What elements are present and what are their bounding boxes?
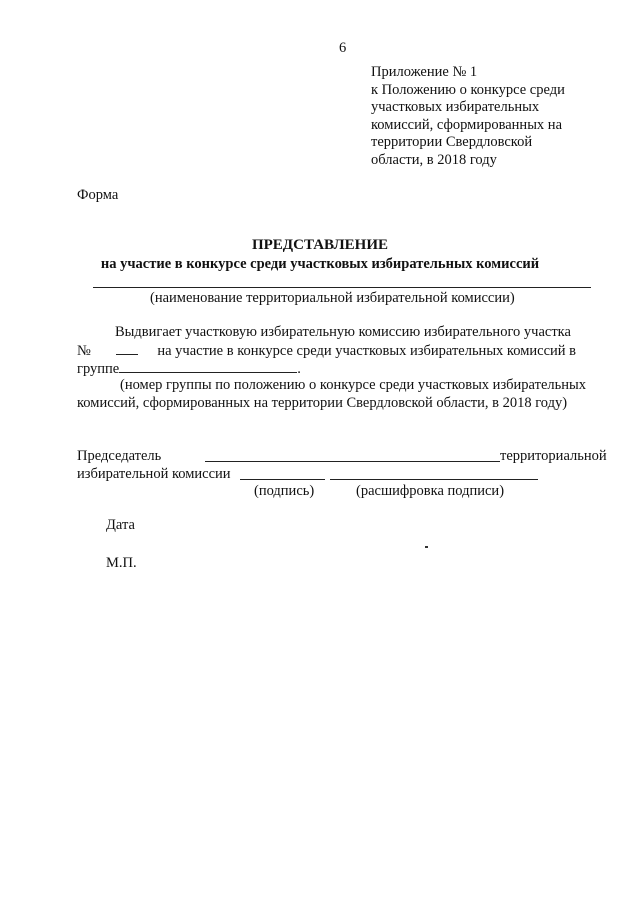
date-label: Дата (106, 517, 135, 533)
commission-name-line (93, 287, 591, 288)
nomination-line-2-text: на участие в конкурсе среди участковых избирательных комиссий в (157, 342, 577, 359)
appendix-line: Приложение № 1 (371, 64, 478, 80)
stamp-label: М.П. (106, 555, 137, 571)
chair-signature-line (205, 461, 500, 462)
number-sign: № (77, 342, 91, 359)
group-number-blank (119, 360, 297, 373)
territorial-label: территориальной (500, 448, 607, 464)
decode-signature-line (330, 479, 538, 480)
document-title: ПРЕДСТАВЛЕНИЕ (251, 237, 389, 253)
commission-caption: (наименование территориальной избирательной комиссии) (150, 290, 515, 306)
appendix-line: области, в 2018 году (371, 151, 497, 168)
page-number: 6 (339, 40, 347, 56)
appendix-block (371, 64, 565, 169)
appendix-line: участковых избирательных (371, 99, 540, 115)
scan-speck (425, 546, 428, 548)
group-note-line-2: комиссий, сформированных на территории Свердловской области, в 2018 году) (77, 394, 568, 411)
chair-label: Председатель (77, 448, 162, 464)
appendix-line: к Положению о конкурсе среди (371, 81, 565, 98)
document-subtitle: на участие в конкурсе среди участковых избирательных комиссий (100, 256, 540, 272)
decode-caption: (расшифровка подписи) (356, 483, 505, 499)
signature-caption: (подпись) (254, 483, 315, 499)
nomination-line-3 (77, 360, 613, 379)
precinct-number-blank (116, 342, 138, 355)
appendix-line: комиссий, сформированных на (371, 116, 563, 133)
group-note-line-1: (номер группы по положению о конкурсе среди участковых избирательных (120, 377, 586, 393)
form-label: Форма (77, 187, 119, 203)
nomination-paragraph (77, 324, 613, 379)
nomination-line-2 (77, 342, 613, 361)
commission-label: избирательной комиссии (77, 466, 231, 482)
group-note (77, 377, 586, 412)
appendix-line: территории Свердловской (371, 134, 533, 150)
group-period: . (297, 361, 301, 377)
nomination-line-1: Выдвигает участковую избирательную комиссию избирательного участка (115, 324, 571, 340)
signature-line (240, 479, 325, 480)
group-label: группе (77, 361, 120, 377)
